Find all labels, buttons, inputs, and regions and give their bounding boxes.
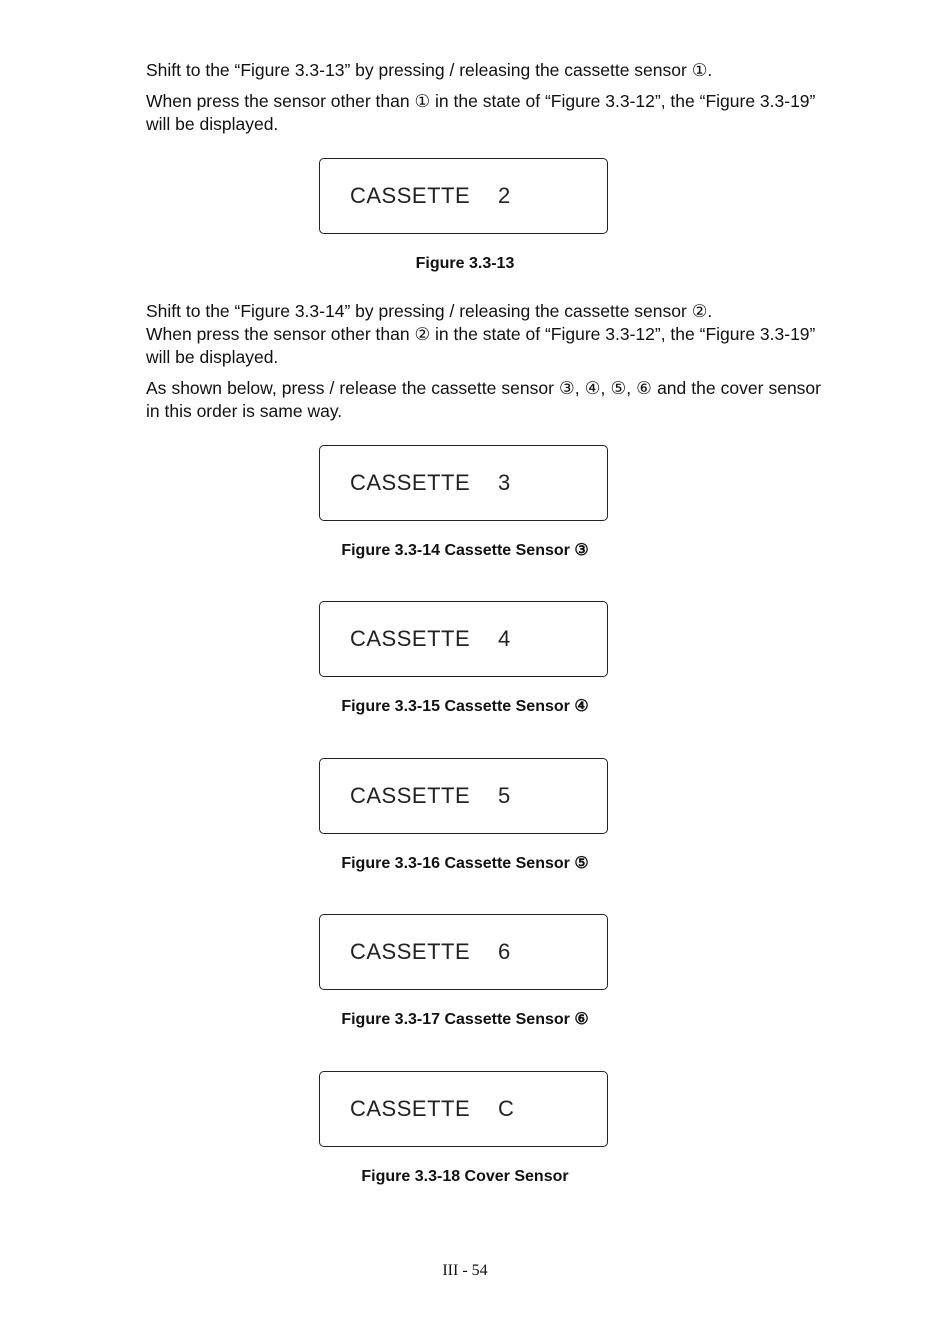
lcd-label: CASSETTE — [350, 783, 471, 808]
lcd-label: CASSETTE — [350, 939, 471, 964]
lcd-value: 3 — [498, 470, 511, 495]
page-number: III - 54 — [442, 1262, 488, 1279]
paragraph-order-instructions: As shown below, press / release the cassette sensor ③, ④, ⑤, ⑥ and the cover sensor in this order is same way. — [146, 378, 821, 421]
lcd-label: CASSETTE — [350, 183, 471, 208]
lcd-label: CASSETTE — [350, 1096, 471, 1121]
lcd-display-cassette-3 — [319, 445, 608, 521]
figure-caption: Figure 3.3-16 Cassette Sensor ⑤ — [341, 855, 589, 872]
figure-caption: Figure 3.3-17 Cassette Sensor ⑥ — [341, 1011, 589, 1028]
figure-caption: Figure 3.3-13 — [415, 255, 515, 272]
lcd-label: CASSETTE — [350, 626, 471, 651]
lcd-display-cassette-2 — [319, 158, 608, 234]
lcd-label: CASSETTE — [350, 470, 471, 495]
lcd-display-cassette-4 — [319, 601, 608, 677]
lcd-display-cassette-6 — [319, 914, 608, 990]
paragraph-shift-figure-13: Shift to the “Figure 3.3-13” by pressing / releasing the cassette sensor ①. — [146, 60, 713, 80]
paragraph-shift-figure-14: Shift to the “Figure 3.3-14” by pressing / releasing the cassette sensor ②. — [146, 301, 713, 321]
lcd-display-cassette-c — [319, 1071, 608, 1147]
lcd-value: C — [498, 1096, 515, 1121]
paragraph-other-sensor-1: When press the sensor other than ① in the state of “Figure 3.3-12”, the “Figure 3.3-19” will be displayed. — [146, 91, 816, 134]
figure-caption: Figure 3.3-14 Cassette Sensor ③ — [341, 542, 589, 559]
lcd-value: 4 — [498, 626, 511, 651]
paragraph-other-sensor-2: When press the sensor other than ② in the state of “Figure 3.3-12”, the “Figure 3.3-19” will be displayed. — [146, 324, 816, 367]
figure-caption: Figure 3.3-18 Cover Sensor — [361, 1168, 569, 1185]
lcd-value: 6 — [498, 939, 511, 964]
lcd-value: 5 — [498, 783, 511, 808]
lcd-display-cassette-5 — [319, 758, 608, 834]
lcd-value: 2 — [498, 183, 511, 208]
figure-caption: Figure 3.3-15 Cassette Sensor ④ — [341, 698, 589, 715]
